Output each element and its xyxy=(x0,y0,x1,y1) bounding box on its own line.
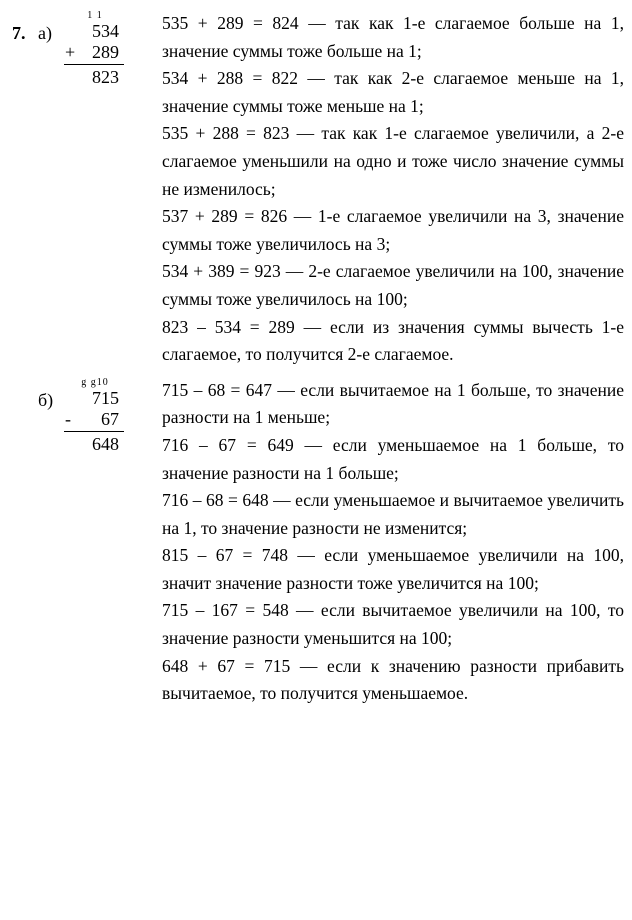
addend-1: 534 xyxy=(92,21,119,41)
subtrahend-row xyxy=(64,409,124,432)
carry-marks: 1 1 xyxy=(87,10,103,21)
explanation-paragraph: 534 + 389 = 923 — 2-е слагаемое увеличили на 100, значение суммы тоже увеличилось на 100; xyxy=(162,261,624,309)
explanation-paragraph: 535 + 288 = 823 — так как 1-е слагаемое увеличили, а 2-е слагаемое уменьшили на одно и тоже число значение суммы не изменилось; xyxy=(162,123,624,199)
part-a-workspace xyxy=(12,10,162,88)
explanation-paragraph: 535 + 289 = 824 — так как 1-е слагаемое больше на 1, значение суммы тоже больше на 1; xyxy=(162,13,624,61)
part-b-explanations xyxy=(162,377,626,708)
explanation-paragraph: 716 – 67 = 649 — если уменьшаемое на 1 больше, то значение разности на 1 больше; xyxy=(162,434,624,483)
addend-2: 289 xyxy=(92,42,119,62)
borrow-marks: g g10 xyxy=(81,376,109,388)
addend-2-row xyxy=(64,42,124,65)
explanation-paragraph: 823 – 534 = 289 — если из значения суммы вычесть 1-е слагаемое, то получится 2-е слагаемое. xyxy=(162,316,624,365)
explanation-paragraph: 534 + 288 = 822 — так как 2-е слагаемое меньше на 1, значение суммы тоже меньше на 1; xyxy=(162,68,624,116)
part-b-workspace xyxy=(12,377,162,455)
minuend: 715 xyxy=(92,387,119,408)
part-b-column-subtraction xyxy=(64,377,124,455)
part-b xyxy=(12,377,626,708)
part-b-label: б) xyxy=(38,389,54,410)
explanation-paragraph: 716 – 68 = 648 — если уменьшаемое и вычитаемое увеличить на 1, то значение разности не изменится; xyxy=(162,490,624,538)
sum-result: 823 xyxy=(92,67,119,87)
minus-sign: - xyxy=(65,408,71,429)
plus-sign: + xyxy=(65,42,76,62)
difference-result: 648 xyxy=(92,433,119,454)
part-a-label: а) xyxy=(38,23,52,43)
problem-number: 7. xyxy=(12,23,26,43)
explanation-paragraph: 715 – 167 = 548 — если вычитаемое увеличили на 100, то значение разности уменьшится на 100; xyxy=(162,600,624,649)
explanation-paragraph: 537 + 289 = 826 — 1-е слагаемое увеличили на 3, значение суммы тоже увеличилось на 3; xyxy=(162,206,624,254)
explanation-paragraph: 815 – 67 = 748 — если уменьшаемое увеличили на 100, значит значение разности тоже увеличится на 100; xyxy=(162,545,624,593)
part-a xyxy=(12,10,626,369)
part-a-explanations xyxy=(162,10,626,369)
explanation-paragraph: 715 – 68 = 647 — если вычитаемое на 1 больше, то значение разности на 1 меньше; xyxy=(162,379,624,428)
explanation-paragraph: 648 + 67 = 715 — если к значению разности прибавить вычитаемое, то получится уменьшаемое. xyxy=(162,655,624,704)
subtrahend: 67 xyxy=(101,408,119,429)
part-a-column-addition xyxy=(64,10,124,88)
